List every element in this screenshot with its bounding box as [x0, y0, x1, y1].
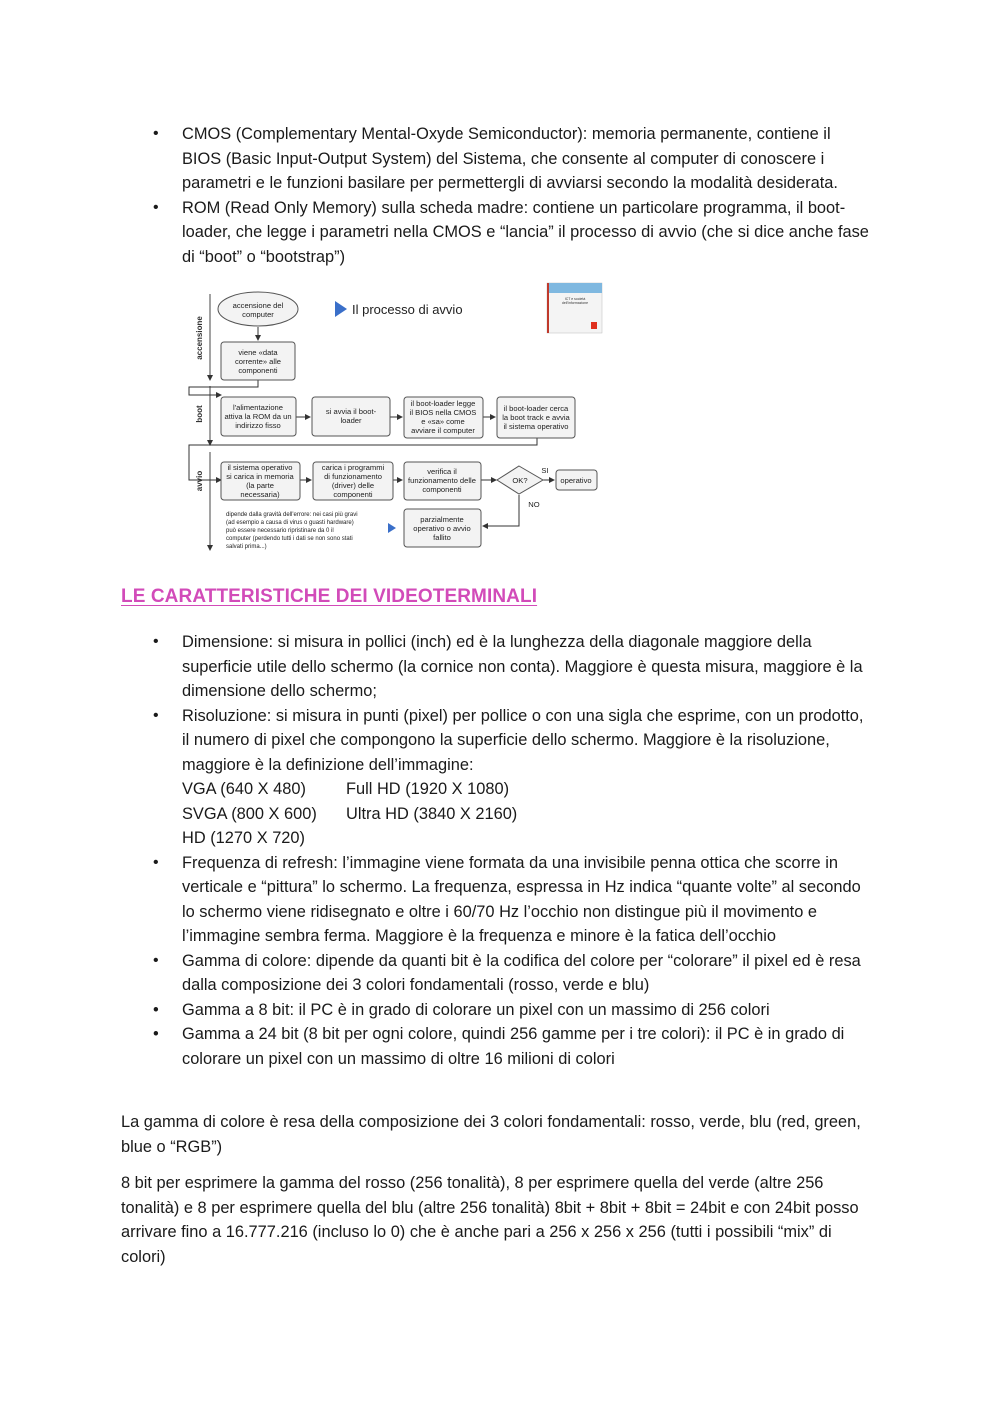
- boot-process-svg: [183, 280, 607, 557]
- bullet-cmos: • CMOS (Complementary Mental-Oxyde Semiconductor): memoria permanente, contiene il BIOS (Basic Input-Output System) del Sistema, che consente al computer di conoscere i parametri e le funzioni basilare per permettergli di avviarsi secondo la modalità desiderata.: [182, 122, 872, 196]
- res-vga: VGA (640 X 480): [182, 780, 306, 798]
- paragraph-rgb: La gamma di colore è resa della composizione dei 3 colori fondamentali: rosso, verde, blu (red, green, blue o “RGB”): [121, 1113, 861, 1156]
- node-corrente-line2: corrente» alle: [234, 357, 282, 366]
- node-bootloader-line1: si avvia il boot-: [325, 407, 377, 416]
- dimensione-text: Dimensione: si misura in pollici (inch) ed è la lunghezza della diagonale maggiore della superficie utile dello schermo (la cornice non conta). Maggiore è questa misura, maggiore è la dimensione dello schermo;: [182, 633, 863, 700]
- phase-boot-label: boot: [195, 405, 204, 423]
- node-driver-line4: componenti: [333, 490, 373, 499]
- node-rom-line2: attiva la ROM da un: [224, 412, 292, 421]
- title-arrow-icon: [335, 301, 347, 317]
- res-svga: SVGA (800 X 600): [182, 804, 317, 823]
- book-title-line1: ICT e società: [564, 297, 586, 301]
- node-driver-line3: (driver) delle: [331, 481, 375, 490]
- node-bios-line1: il boot-loader legge: [410, 399, 476, 408]
- resolution-table: [182, 777, 872, 851]
- paragraph-24bit: 8 bit per esprimere la gamma del rosso (256 tonalità), 8 per esprimere quella del verde (altre 256 tonalità) e 8 per esprimere quella del blu (altre 256 tonalità) 8bit + 8bit + 8bit = 24bit e con 24bit posso arrivare fino a 16.777.216 (incluso lo 0) che è anche pari a 256 x 256 x 256 (tutti i possibili “mix” di colori): [121, 1174, 859, 1266]
- node-verifica-line2: funzionamento delle: [408, 476, 476, 485]
- bullet-gamma-24: • Gamma a 24 bit (8 bit per ogni colore, quindi 256 gamme per i tre colori): il PC è in grado di colorare un pixel con un massimo di oltre 16 milioni di colori: [182, 1022, 872, 1071]
- note-line1: dipende dalla gravità dell'errore: nei casi più gravi: [226, 512, 358, 518]
- note-line3: può essere necessario ripristinare da 0 il: [226, 528, 334, 534]
- res-fullhd: Full HD (1920 X 1080): [346, 780, 510, 798]
- node-so-line4: necessaria): [240, 490, 280, 499]
- note-line2: (ad esempio a causa di virus o guasti hardware): [226, 520, 354, 526]
- node-verifica-line1: verifica il: [427, 467, 457, 476]
- bullet-rom: • ROM (Read Only Memory) sulla scheda madre: contiene un particolare programma, il boot-loader, che legge i parametri nella CMOS e “lancia” il processo di avvio (che si dice anche fase di “boot” o “bootstrap”): [182, 196, 872, 270]
- refresh-text: Frequenza di refresh: l’immagine viene formata da una invisibile penna ottica che scorre in verticale e “pittura” lo schermo. La frequenza, espressa in Hz indica “quante volte” al secondo lo schermo viene ridisegnato e oltre i 60/70 Hz l’occhio non distingue più il movimento e l’immagine sembra ferma. Maggiore è la frequenza e minore è la fatica dell’occhio: [182, 853, 861, 945]
- node-bios-line2: il BIOS nella CMOS: [409, 408, 477, 417]
- risoluzione-text: Risoluzione: si misura in punti (pixel) per pollice o con una sigla che esprime, con un prodotto, il numero di pixel che compongono la superficie dello schermo. Maggiore è la risoluzione, maggiore è la definizione dell’immagine:: [182, 706, 864, 774]
- node-accensione-line1: accensione del: [232, 301, 284, 310]
- node-boottrack-line3: il sistema operativo: [503, 422, 569, 431]
- decision-yes-label: SI: [541, 466, 549, 475]
- node-fallito-line2: operativo o avvio: [413, 524, 471, 533]
- top-bullet-list: [182, 122, 872, 269]
- node-rom-line3: indirizzo fisso: [235, 421, 281, 430]
- node-corrente-line1: viene «data: [238, 348, 278, 357]
- node-verifica-line3: componenti: [422, 485, 462, 494]
- videoterminal-bullet-list: [182, 630, 872, 1071]
- node-rom-line1: l'alimentazione: [233, 403, 283, 412]
- note-arrow-icon: [388, 523, 396, 533]
- node-fallito-line3: fallito: [433, 533, 451, 542]
- bullet-refresh: [182, 851, 872, 949]
- bullet-dimensione: [182, 630, 872, 704]
- diagram-title: Il processo di avvio: [352, 302, 463, 317]
- node-bootloader-line2: loader: [340, 416, 362, 425]
- node-fallito-line1: parzialmente: [420, 515, 464, 524]
- bullet-gamma-8: • Gamma a 8 bit: il PC è in grado di colorare un pixel con un massimo di 256 colori: [182, 998, 872, 1023]
- gamma-text: Gamma di colore: dipende da quanti bit è la codifica del colore per “colorare” il pixel ed è resa dalla composizione dei 3 colori fondamentali (rosso, verde e blu): [182, 951, 861, 994]
- node-corrente-line3: componenti: [238, 366, 278, 375]
- gamma-sub-list: [122, 998, 872, 1072]
- node-accensione-line2: computer: [242, 310, 274, 319]
- phase-accensione-label: accensione: [195, 316, 204, 360]
- phase-avvio-label: avvio: [195, 470, 204, 492]
- decision-no-label: NO: [528, 500, 540, 509]
- node-bios-line4: avviare il computer: [411, 426, 475, 435]
- note-line4: computer (perdendo tutti i dati se non sono stati: [226, 536, 353, 542]
- node-operativo-line1: operativo: [560, 476, 592, 485]
- section-heading: LE CARATTERISTICHE DEI VIDEOTERMINALI: [121, 586, 538, 607]
- node-boottrack-line2: la boot track e avvia: [502, 413, 570, 422]
- bullet-risoluzione: [182, 704, 872, 851]
- res-hd: HD (1270 X 720): [182, 829, 305, 847]
- book-cover-image: [547, 283, 602, 333]
- book-title-line2: dell'informazione: [561, 301, 589, 305]
- node-boottrack-line1: il boot-loader cerca: [503, 404, 569, 413]
- node-so-line3: (la parte: [246, 481, 274, 490]
- note-line5: salvati prima...): [226, 544, 267, 550]
- node-driver-line1: carica i programmi: [321, 463, 385, 472]
- node-bios-line3: e «sa» come: [421, 417, 465, 426]
- node-so-line1: il sistema operativo: [227, 463, 293, 472]
- boot-process-diagram: [183, 280, 607, 557]
- res-ultrahd: Ultra HD (3840 X 2160): [346, 804, 518, 823]
- decision-label: OK?: [512, 476, 528, 485]
- node-driver-line2: di funzionamento: [324, 472, 382, 481]
- node-so-line2: si carica in memoria: [226, 472, 294, 481]
- bullet-gamma: [182, 949, 872, 1072]
